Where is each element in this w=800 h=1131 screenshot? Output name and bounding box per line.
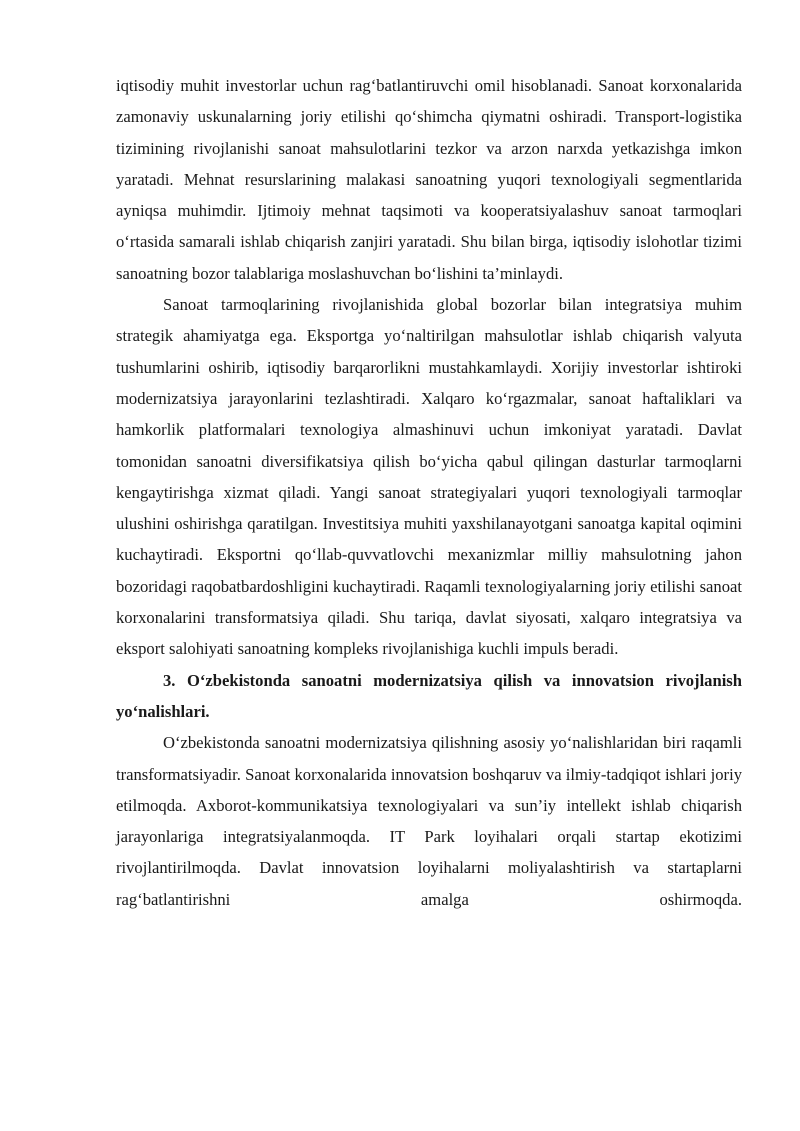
section-heading: 3. O‘zbekistonda sanoatni modernizatsiya qilish va innovatsion rivojlanish yo‘nalishlari. bbox=[116, 670, 742, 721]
document-page bbox=[116, 70, 742, 915]
paragraph-continuation: iqtisodiy muhit investorlar uchun rag‘batlantiruvchi omil hisoblanadi. Sanoat korxonalarida zamonaviy uskunalarning joriy etilishi qo‘shimcha qiymatni oshiradi. Transport-logistika tizimining rivojlanishi sanoat mahsulotlarini tezkor va arzon narxda yetkazishga imkon yaratadi. Mehnat resurslarining malakasi sanoatning yuqori texnologiyali segmentlarida ayniqsa muhimdir. Ijtimoiy mehnat taqsimoti va kooperatsiyalashuv sanoat tarmoqlari o‘rtasida samarali ishlab chiqarish zanjiri yaratadi. Shu bilan birga, iqtisodiy islohotlar tizimi sanoatning bozor talablariga moslashuvchan bo‘lishini ta’minlaydi. bbox=[116, 76, 742, 283]
paragraph-integration: Sanoat tarmoqlarining rivojlanishida global bozorlar bilan integratsiya muhim strategik ahamiyatga ega. Eksportga yo‘naltirilgan mahsulotlar ishlab chiqarish valyuta tushumlarini oshirib, iqtisodiy barqarorlikni mustahkamlaydi. Xorijiy investorlar ishtiroki modernizatsiya jarayonlarini tezlashtiradi. Xalqaro ko‘rgazmalar, sanoat haftaliklari va hamkorlik platformalari texnologiya almashinuvi uchun imkoniyat yaratadi. Davlat tomonidan sanoatni diversifikatsiya qilish bo‘yicha qabul qilingan dasturlar tarmoqlarni kengaytirishga xizmat qiladi. Yangi sanoat strategiyalari yuqori texnologiyali tarmoqlar ulushini oshirishga qaratilgan. Investitsiya muhiti yaxshilanayotgani sanoatga kapital oqimini kuchaytiradi. Eksportni qo‘llab-quvvatlovchi mexanizmlar milliy mahsulotning jahon bozoridagi raqobatbardoshligini kuchaytiradi. Raqamli texnologiyalarning joriy etilishi sanoat korxonalarini transformatsiya qiladi. Shu tariqa, davlat siyosati, xalqaro integratsiya va eksport salohiyati sanoatning kompleks rivojlanishiga kuchli impuls beradi. bbox=[116, 295, 742, 659]
paragraph-modernization: O‘zbekistonda sanoatni modernizatsiya qilishning asosiy yo‘nalishlaridan biri raqamli transformatsiyadir. Sanoat korxonalarida innovatsion boshqaruv va ilmiy-tadqiqot ishlari joriy etilmoqda. Axborot-kommunikatsiya texnologiyalari va sun’iy intellekt ishlab chiqarish jarayonlariga integratsiyalanmoqda. IT Park loyihalari orqali startap ekotizimi rivojlantirilmoqda. Davlat innovatsion loyihalarni moliyalashtirish va startaplarni rag‘batlantirishni amalga oshirmoqda. bbox=[116, 733, 742, 909]
